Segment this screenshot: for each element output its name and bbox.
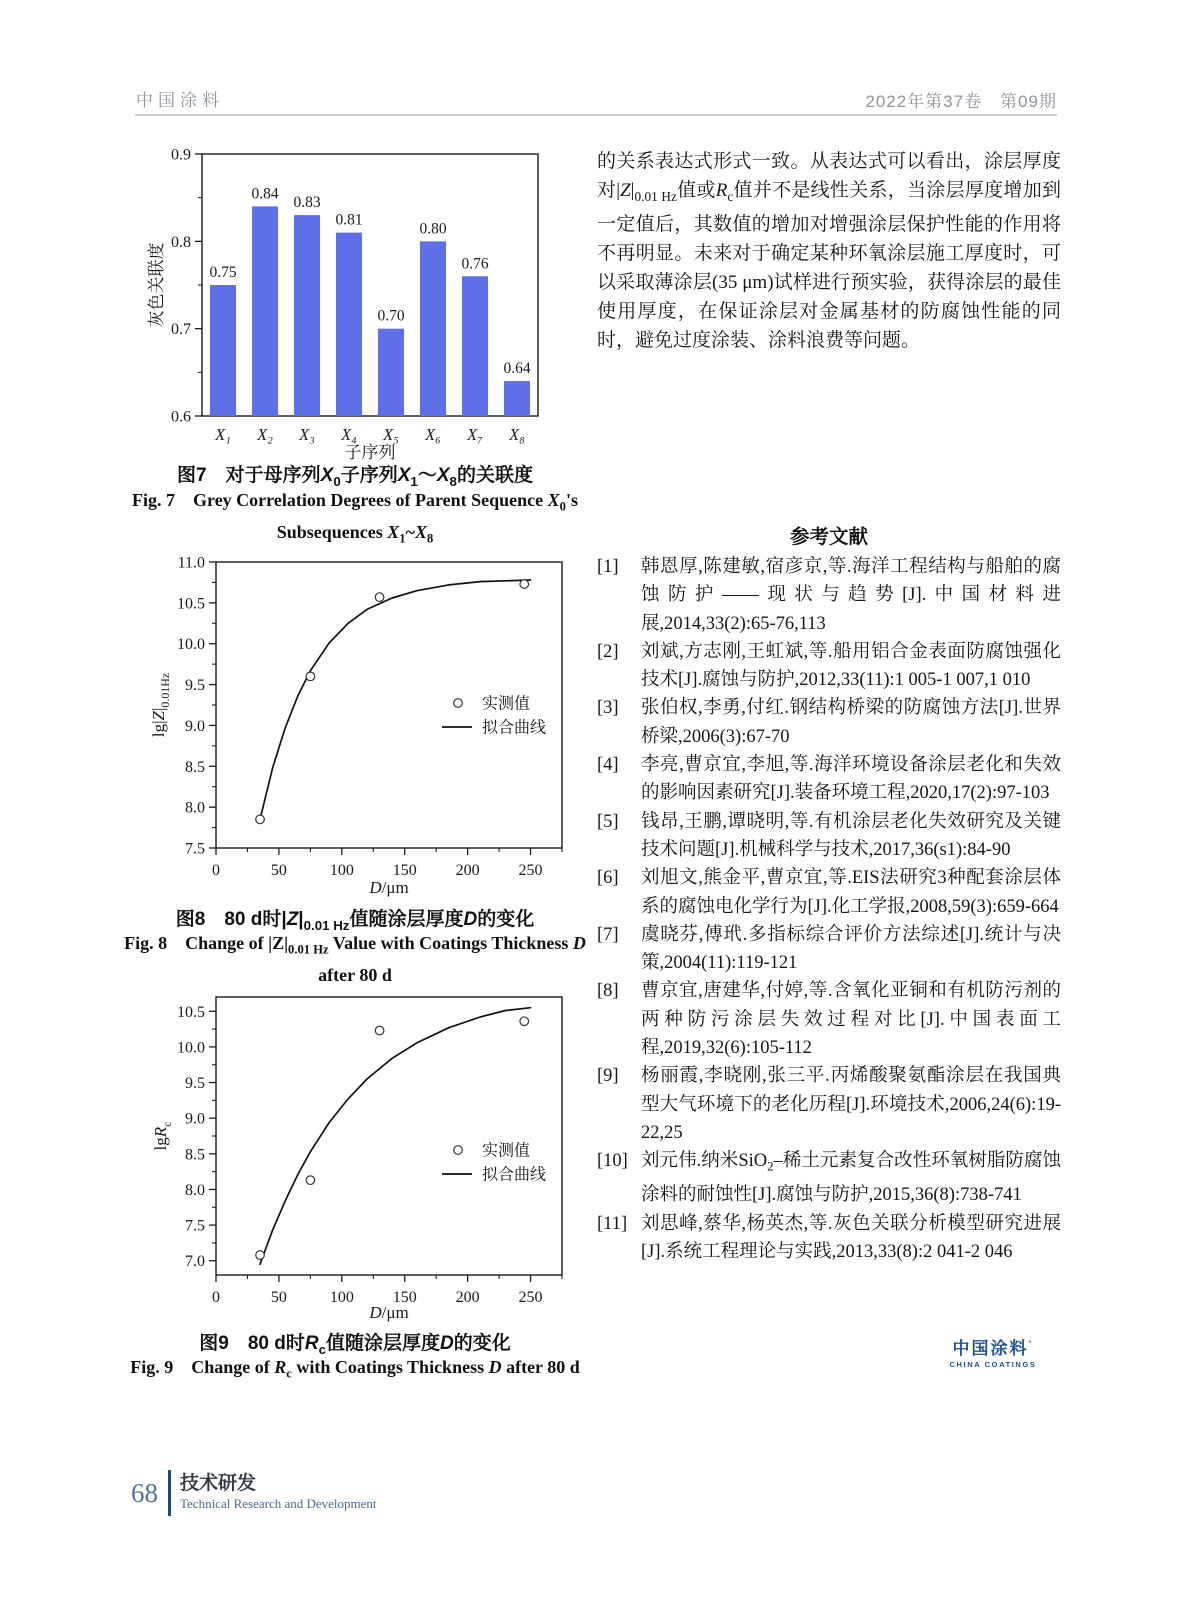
svg-text:7.5: 7.5	[185, 1217, 205, 1235]
svg-text:lg|Z|0.01Hz: $\lg|Z|_{0.01Hz}$	[149, 672, 172, 738]
svg-text:50: 50	[270, 1289, 287, 1306]
fig7-bar-chart	[146, 142, 556, 462]
fig7-caption-zh: 图7 对于母序列$X_0$子序列$X_1\sim X_8$的关联度	[177, 465, 533, 489]
svg-text:9.5: 9.5	[185, 1075, 205, 1093]
page-number: 68	[131, 1477, 158, 1508]
svg-text:D/μm: D/μm	[369, 878, 409, 897]
svg-text:9.0: 9.0	[185, 1110, 205, 1128]
body-paragraph: 的关系表达式形式一致。从表达式可以看出，涂层厚度对$|Z|_{0.01 Hz}$值或$R_c$值并不是线性关系，当涂层厚度增加到一定值后，其数值的增加对增强涂层保护性能的作用将不再明显。未来对于确定某种环氧涂层施工厚度时，可以采取薄涂层(35 μm)试样进行预实验，获得涂层的最佳使用厚度，在保证涂层对金属基材的防腐蚀性能的同时，避免过度涂装、涂料浪费等问题。	[597, 151, 1061, 351]
svg-text:10.0: 10.0	[177, 1039, 205, 1057]
svg-text:100: 100	[329, 1289, 354, 1306]
svg-text:灰色关联度: 灰色关联度	[147, 242, 166, 328]
reference-number: [11]	[597, 1213, 628, 1234]
references-title: 参考文献	[789, 526, 868, 548]
svg-text:150: 150	[392, 1289, 417, 1306]
reference-text: 刘旭文,熊金平,曹京宜,等.EIS法研究3种配套涂层体系的腐蚀电化学行为[J].化工学报,2008,59(3):659-664	[641, 868, 1061, 917]
svg-text:0.8: 0.8	[171, 233, 191, 251]
svg-text:X₄: X₄	[341, 425, 357, 444]
reference-number: [8]	[597, 981, 619, 1002]
svg-text:X₃: X₃	[299, 425, 315, 444]
svg-text:7.0: 7.0	[185, 1253, 205, 1271]
svg-text:拟合曲线: 拟合曲线	[482, 719, 547, 737]
reference-number: [1]	[597, 557, 619, 577]
reference-item	[597, 694, 1061, 751]
fig7-chart-svg	[146, 142, 556, 462]
section-name-zh: 技术研发	[180, 1473, 257, 1494]
reference-item	[597, 751, 1061, 808]
fig9-caption-en: Fig. 9 Change of $R_c$ with Coatings Thickness D after 80 d	[130, 1357, 580, 1381]
issue-info: 2022年第37卷 第09期	[865, 92, 1057, 111]
fig8-scatter-chart	[146, 546, 570, 902]
reference-item	[597, 977, 1061, 1062]
china-coatings-logo	[938, 1334, 1048, 1369]
reference-item	[597, 921, 1061, 978]
fig8-chart-svg	[146, 546, 570, 902]
svg-text:子序列: 子序列	[344, 443, 396, 462]
fig8-caption-zh: 图8 80 d时$|Z|_{0.01 Hz}$值随涂层厚度D的变化	[175, 909, 535, 933]
reference-number: [10]	[597, 1151, 628, 1172]
svg-text:0: 0	[212, 862, 220, 879]
reference-number: [3]	[597, 698, 619, 719]
reference-text: 刘元伟.纳米SiO$_2$–稀土元素复合改性环氧树脂防腐蚀涂料的耐蚀性[J].腐蚀与防护,2015,36(8):738-741	[641, 1151, 1061, 1206]
reference-item	[597, 1062, 1061, 1147]
reference-item	[597, 1147, 1061, 1209]
svg-text:9.0: 9.0	[185, 717, 205, 735]
svg-text:0.84: 0.84	[251, 185, 279, 203]
fig9-scatter-chart	[146, 985, 570, 1325]
reference-number: [7]	[597, 924, 619, 945]
svg-text:200: 200	[455, 1289, 480, 1306]
svg-text:0.83: 0.83	[293, 194, 321, 212]
svg-text:X₁: X₁	[215, 425, 231, 444]
svg-text:X₂: X₂	[257, 425, 273, 444]
svg-text:0.81: 0.81	[335, 211, 363, 229]
journal-name: 中国涂料	[136, 91, 224, 110]
reference-number: [5]	[597, 811, 619, 832]
svg-text:10.5: 10.5	[177, 595, 205, 613]
svg-text:200: 200	[455, 862, 480, 879]
logo-text-zh: 中国涂料˚	[952, 1339, 1034, 1358]
reference-number: [9]	[597, 1066, 619, 1087]
svg-text:0.7: 0.7	[171, 321, 191, 339]
reference-text: 刘思峰,蔡华,杨英杰,等.灰色关联分析模型研究进展[J].系统工程理论与实践,2013,33(8):2 041-2 046	[641, 1213, 1061, 1262]
reference-text: 杨丽霞,李晓刚,张三平.丙烯酸聚氨酯涂层在我国典型大气环境下的老化历程[J].环境技术,2006,24(6):19-22,25	[641, 1066, 1061, 1143]
svg-text:0.6: 0.6	[171, 408, 191, 426]
logo-text-en: CHINA COATINGS	[949, 1360, 1037, 1369]
page-footer	[131, 1470, 377, 1516]
svg-text:0.70: 0.70	[377, 307, 405, 325]
reference-item	[597, 553, 1061, 638]
svg-text:X₅: X₅	[383, 425, 399, 444]
reference-text: 韩恩厚,陈建敏,宿彦京,等.海洋工程结构与船舶的腐蚀防护——现状与趋势[J].中国材料进展,2014,33(2):65-76,113	[641, 557, 1061, 634]
svg-text:50: 50	[270, 862, 287, 879]
svg-text:150: 150	[392, 862, 417, 879]
svg-text:0: 0	[212, 1289, 220, 1306]
fig9-chart-svg	[146, 985, 570, 1325]
reference-text: 刘斌,方志刚,王虹斌,等.船用铝合金表面防腐蚀强化技术[J].腐蚀与防护,2012,33(11):1 005-1 007,1 010	[641, 641, 1061, 691]
svg-text:拟合曲线: 拟合曲线	[482, 1166, 547, 1184]
reference-number: [4]	[597, 755, 619, 776]
svg-text:X₆: X₆	[425, 425, 441, 444]
svg-text:0.64: 0.64	[503, 360, 531, 378]
svg-text:实测值: 实测值	[482, 695, 531, 713]
reference-number: [6]	[597, 868, 619, 889]
fig9-caption-zh: 图9 80 d时$R_c$值随涂层厚度D的变化	[199, 1333, 511, 1357]
svg-text:0.9: 0.9	[171, 146, 191, 164]
svg-text:7.5: 7.5	[185, 840, 205, 858]
references-list	[597, 553, 1061, 1266]
reference-text: 曹京宜,唐建华,付婷,等.含氧化亚铜和有机防污剂的两种防污涂层失效过程对比[J].中国表面工程,2019,32(6):105-112	[641, 981, 1061, 1059]
svg-text:8.0: 8.0	[185, 1181, 205, 1199]
reference-text: 张伯权,李勇,付红.钢结构桥梁的防腐蚀方法[J].世界桥梁,2006(3):67-70	[641, 698, 1061, 747]
svg-text:8.0: 8.0	[185, 799, 205, 817]
svg-text:X₈: X₈	[509, 425, 525, 444]
svg-text:250: 250	[518, 862, 543, 879]
fig7-caption-en: Fig. 7 Grey Correlation Degrees of Parent Sequence $X_0's$ Subsequences $X_1\sim X_8$	[132, 490, 578, 546]
reference-text: 虞晓芬,傅玳.多指标综合评价方法综述[J].统计与决策,2004(11):119-121	[641, 924, 1061, 974]
section-name-en: Technical Research and Development	[180, 1496, 377, 1511]
fig8-caption-en: Fig. 8 Change of $|Z|_{0.01 Hz}$ Value with Coatings Thickness D after 80 d	[124, 933, 586, 985]
svg-text:0.76: 0.76	[461, 255, 489, 273]
svg-text:D/μm: D/μm	[369, 1303, 409, 1322]
svg-text:11.0: 11.0	[177, 554, 205, 572]
svg-text:0.80: 0.80	[419, 220, 447, 238]
svg-text:实测值: 实测值	[482, 1142, 531, 1160]
svg-text:9.5: 9.5	[185, 677, 205, 695]
svg-text:8.5: 8.5	[185, 1146, 205, 1164]
header-rule	[135, 114, 1057, 116]
reference-text: 钱昂,王鹏,谭晓明,等.有机涂层老化失效研究及关键技术问题[J].机械科学与技术,2017,36(s1):84-90	[641, 811, 1061, 860]
svg-text:100: 100	[329, 862, 354, 879]
reference-item	[597, 808, 1061, 865]
reference-item	[597, 638, 1061, 695]
svg-text:250: 250	[518, 1289, 543, 1306]
svg-text:8.5: 8.5	[185, 758, 205, 776]
svg-text:X₇: X₇	[467, 425, 483, 444]
reference-number: [2]	[597, 641, 619, 662]
svg-text:lgRc: lgR$_c$	[151, 1121, 174, 1151]
svg-text:0.75: 0.75	[209, 264, 237, 281]
svg-text:10.5: 10.5	[177, 1003, 205, 1021]
reference-item	[597, 1210, 1061, 1267]
logo-trademark: ˚	[1028, 1339, 1034, 1350]
reference-text: 李亮,曹京宜,李旭,等.海洋环境设备涂层老化和失效的影响因素研究[J].装备环境工程,2020,17(2):97-103	[641, 755, 1061, 804]
svg-text:10.0: 10.0	[177, 636, 205, 654]
footer-divider	[168, 1470, 171, 1516]
reference-item	[597, 864, 1061, 921]
